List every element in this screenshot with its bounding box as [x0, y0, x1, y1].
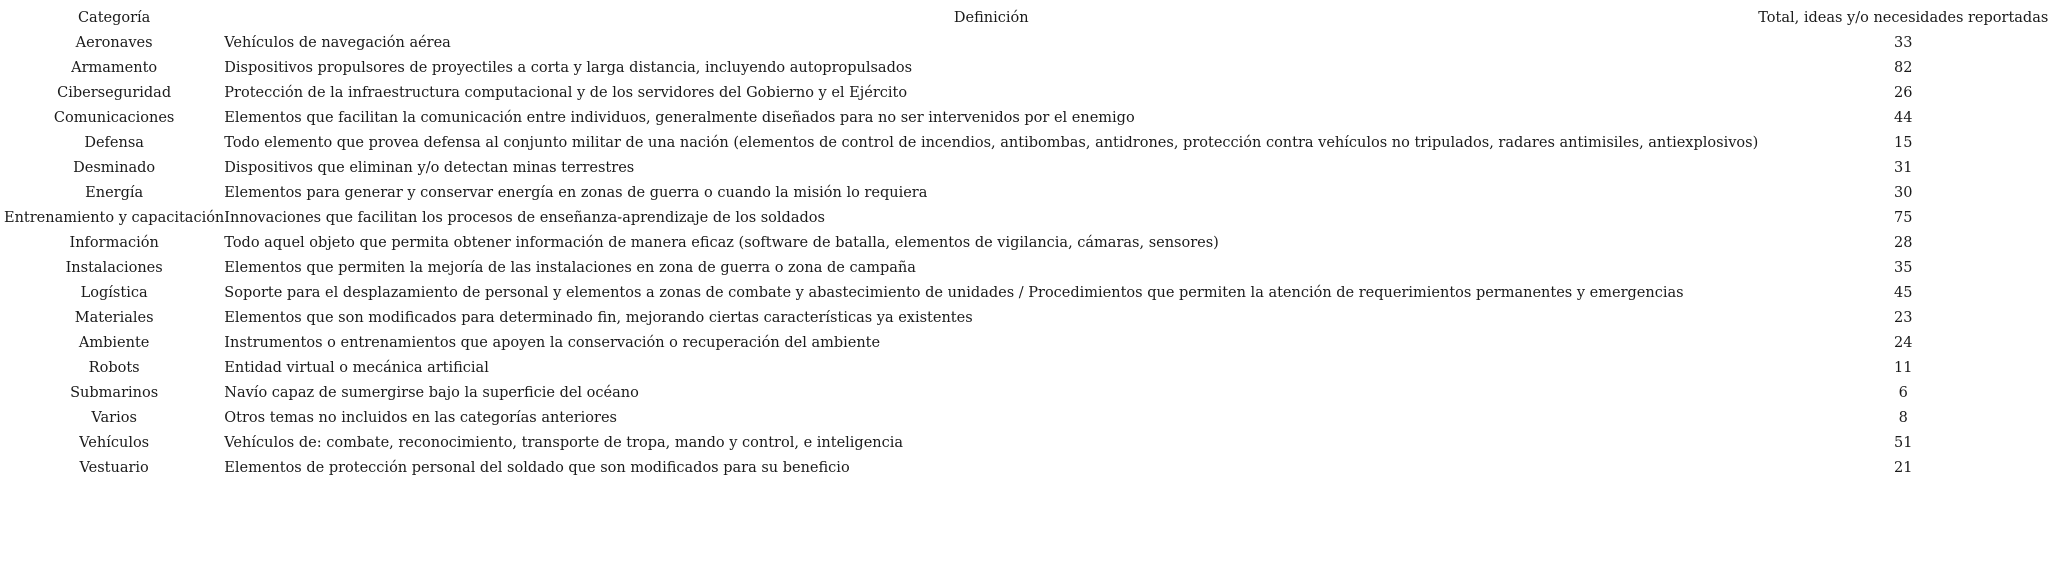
- header-total: Total, ideas y/o necesidades reportadas: [1758, 10, 2048, 26]
- cell-definition: Todo elemento que provea defensa al conjunto militar de una nación (elementos de control de incendios, antibombas, antidrones, protección contra vehículos no tripulados, radares antimisiles, antiexplosivos): [224, 135, 1759, 151]
- table-row: [4, 331, 2048, 356]
- cell-definition: Vehículos de navegación aérea: [224, 35, 451, 51]
- table-row: [4, 31, 2048, 56]
- table-row: [4, 106, 2048, 131]
- table-row: [4, 256, 2048, 281]
- cell-total: 15: [1894, 135, 1913, 151]
- table-row: [4, 281, 2048, 306]
- cell-definition: Dispositivos propulsores de proyectiles a corta y larga distancia, incluyendo autopropulsados: [224, 60, 913, 76]
- cell-total: 51: [1894, 435, 1913, 451]
- table-row: [4, 306, 2048, 331]
- cell-category: Desminado: [73, 160, 156, 176]
- cell-total: 26: [1894, 85, 1913, 101]
- cell-category: Materiales: [74, 310, 154, 326]
- cell-total: 24: [1894, 335, 1913, 351]
- cell-category: Ambiente: [78, 335, 150, 351]
- cell-category: Armamento: [71, 60, 158, 76]
- table-row: [4, 206, 2048, 231]
- table-row: [4, 381, 2048, 406]
- cell-definition: Dispositivos que eliminan y/o detectan minas terrestres: [224, 160, 635, 176]
- cell-definition: Protección de la infraestructura computacional y de los servidores del Gobierno y el Ejército: [224, 85, 908, 101]
- cell-category: Entrenamiento y capacitación: [4, 210, 225, 226]
- cell-category: Submarinos: [70, 385, 159, 401]
- table-header-row: [4, 6, 2048, 31]
- cell-definition: Elementos para generar y conservar energía en zonas de guerra o cuando la misión lo requiera: [224, 185, 928, 201]
- cell-total: 82: [1894, 60, 1913, 76]
- cell-category: Defensa: [84, 135, 144, 151]
- cell-total: 35: [1894, 260, 1913, 276]
- cell-category: Ciberseguridad: [57, 85, 172, 101]
- header-category: Categoría: [77, 10, 151, 26]
- cell-total: 75: [1894, 210, 1913, 226]
- cell-total: 6: [1898, 385, 1908, 401]
- cell-definition: Otros temas no incluidos en las categorías anteriores: [224, 410, 617, 426]
- cell-definition: Elementos que facilitan la comunicación entre individuos, generalmente diseñados para no ser intervenidos por el enemigo: [224, 110, 1135, 126]
- cell-category: Información: [69, 235, 159, 251]
- cell-total: 45: [1894, 285, 1913, 301]
- cell-category: Vehículos: [79, 435, 150, 451]
- cell-category: Vestuario: [79, 460, 149, 476]
- cell-category: Varios: [91, 410, 137, 426]
- cell-category: Energía: [85, 185, 144, 201]
- table-body: [4, 31, 2048, 481]
- table-row: [4, 356, 2048, 381]
- cell-total: 30: [1894, 185, 1913, 201]
- cell-total: 8: [1898, 410, 1908, 426]
- table-row: [4, 56, 2048, 81]
- table-row: [4, 431, 2048, 456]
- cell-definition: Navío capaz de sumergirse bajo la superficie del océano: [224, 385, 639, 401]
- cell-total: 21: [1894, 460, 1913, 476]
- header-definition: Definición: [953, 10, 1029, 26]
- cell-total: 33: [1894, 35, 1913, 51]
- table-row: [4, 231, 2048, 256]
- table-row: [4, 156, 2048, 181]
- table-row: [4, 406, 2048, 431]
- table-row: [4, 131, 2048, 156]
- cell-definition: Todo aquel objeto que permita obtener información de manera eficaz (software de batalla, elementos de vigilancia, cámaras, sensores): [224, 235, 1219, 251]
- cell-total: 11: [1894, 360, 1913, 376]
- cell-definition: Instrumentos o entrenamientos que apoyen la conservación o recuperación del ambiente: [224, 335, 881, 351]
- table-row: [4, 456, 2048, 481]
- cell-definition: Vehículos de: combate, reconocimiento, transporte de tropa, mando y control, e inteligencia: [224, 435, 904, 451]
- cell-definition: Entidad virtual o mecánica artificial: [224, 360, 489, 376]
- cell-total: 23: [1894, 310, 1913, 326]
- cell-total: 44: [1894, 110, 1913, 126]
- cell-definition: Innovaciones que facilitan los procesos de enseñanza-aprendizaje de los soldados: [224, 210, 825, 226]
- cell-total: 31: [1894, 160, 1913, 176]
- cell-total: 28: [1894, 235, 1913, 251]
- cell-definition: Soporte para el desplazamiento de personal y elementos a zonas de combate y abastecimiento de unidades / Procedimientos que permiten la atención de requerimientos permanentes y emergencias: [224, 285, 1684, 301]
- cell-definition: Elementos que permiten la mejoría de las instalaciones en zona de guerra o zona de campaña: [224, 260, 916, 276]
- table-row: [4, 181, 2048, 206]
- cell-category: Aeronaves: [75, 35, 153, 51]
- table-row: [4, 81, 2048, 106]
- cell-definition: Elementos de protección personal del soldado que son modificados para su beneficio: [224, 460, 850, 476]
- cell-category: Logística: [80, 285, 148, 301]
- cell-category: Comunicaciones: [53, 110, 175, 126]
- cell-category: Instalaciones: [65, 260, 163, 276]
- categories-table: [4, 6, 2048, 481]
- cell-definition: Elementos que son modificados para determinado fin, mejorando ciertas características ya existentes: [224, 310, 973, 326]
- cell-category: Robots: [88, 360, 140, 376]
